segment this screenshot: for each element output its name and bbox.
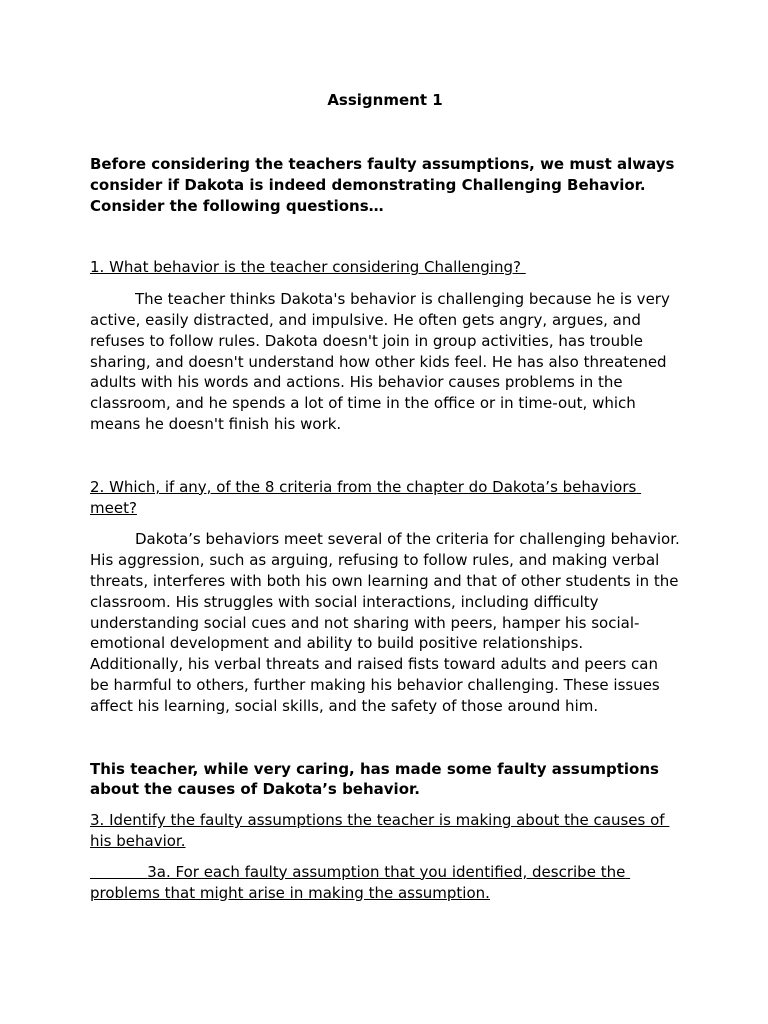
intro-paragraph: Before considering the teachers faulty assumptions, we must always consider if Dakota is indeed demonstrating Challenging Behavior. Consider the following questions… (90, 155, 675, 215)
question-2: 2. Which, if any, of the 8 criteria from the chapter do Dakota’s behaviors meet? (90, 477, 642, 517)
assignment-title: Assignment 1 (327, 91, 443, 109)
question-3: 3. Identify the faulty assumptions the teacher is making about the causes of his behavior. (90, 811, 670, 850)
transition-paragraph: This teacher, while very caring, has made some faulty assumptions about the causes of Dakota’s behavior. (90, 759, 659, 799)
question-3a: 3a. For each faulty assumption that you identified, describe the problems that might arise in making the assumption. (90, 862, 631, 902)
answer-1: The teacher thinks Dakota's behavior is challenging because he is very active, easily distracted, and impulsive. He often gets angry, argues, and refuses to follow rules. Dakota doesn't join in group activities, has trouble sharing, and doesn't understand how other kids feel. He has also threatened adults with his words and actions. His behavior causes problems in the classroom, and he spends a lot of time in the office or in time-out, which means he doesn't finish his work. (90, 290, 670, 433)
question-1: 1. What behavior is the teacher considering Challenging? (90, 258, 526, 277)
answer-2: Dakota’s behaviors meet several of the criteria for challenging behavior. His aggression, such as arguing, refusing to follow rules, and making verbal threats, interferes with both his own learning and that of other students in the classroom. His struggles with social interactions, including difficulty understanding social cues and not sharing with peers, hamper his social-emotional development and ability to build positive relationships. Additionally, his verbal threats and raised fists toward adults and peers can be harmful to others, further making his behavior challenging. These issues affect his learning, social skills, and the safety of those around him. (90, 530, 680, 715)
document-page (90, 90, 680, 903)
